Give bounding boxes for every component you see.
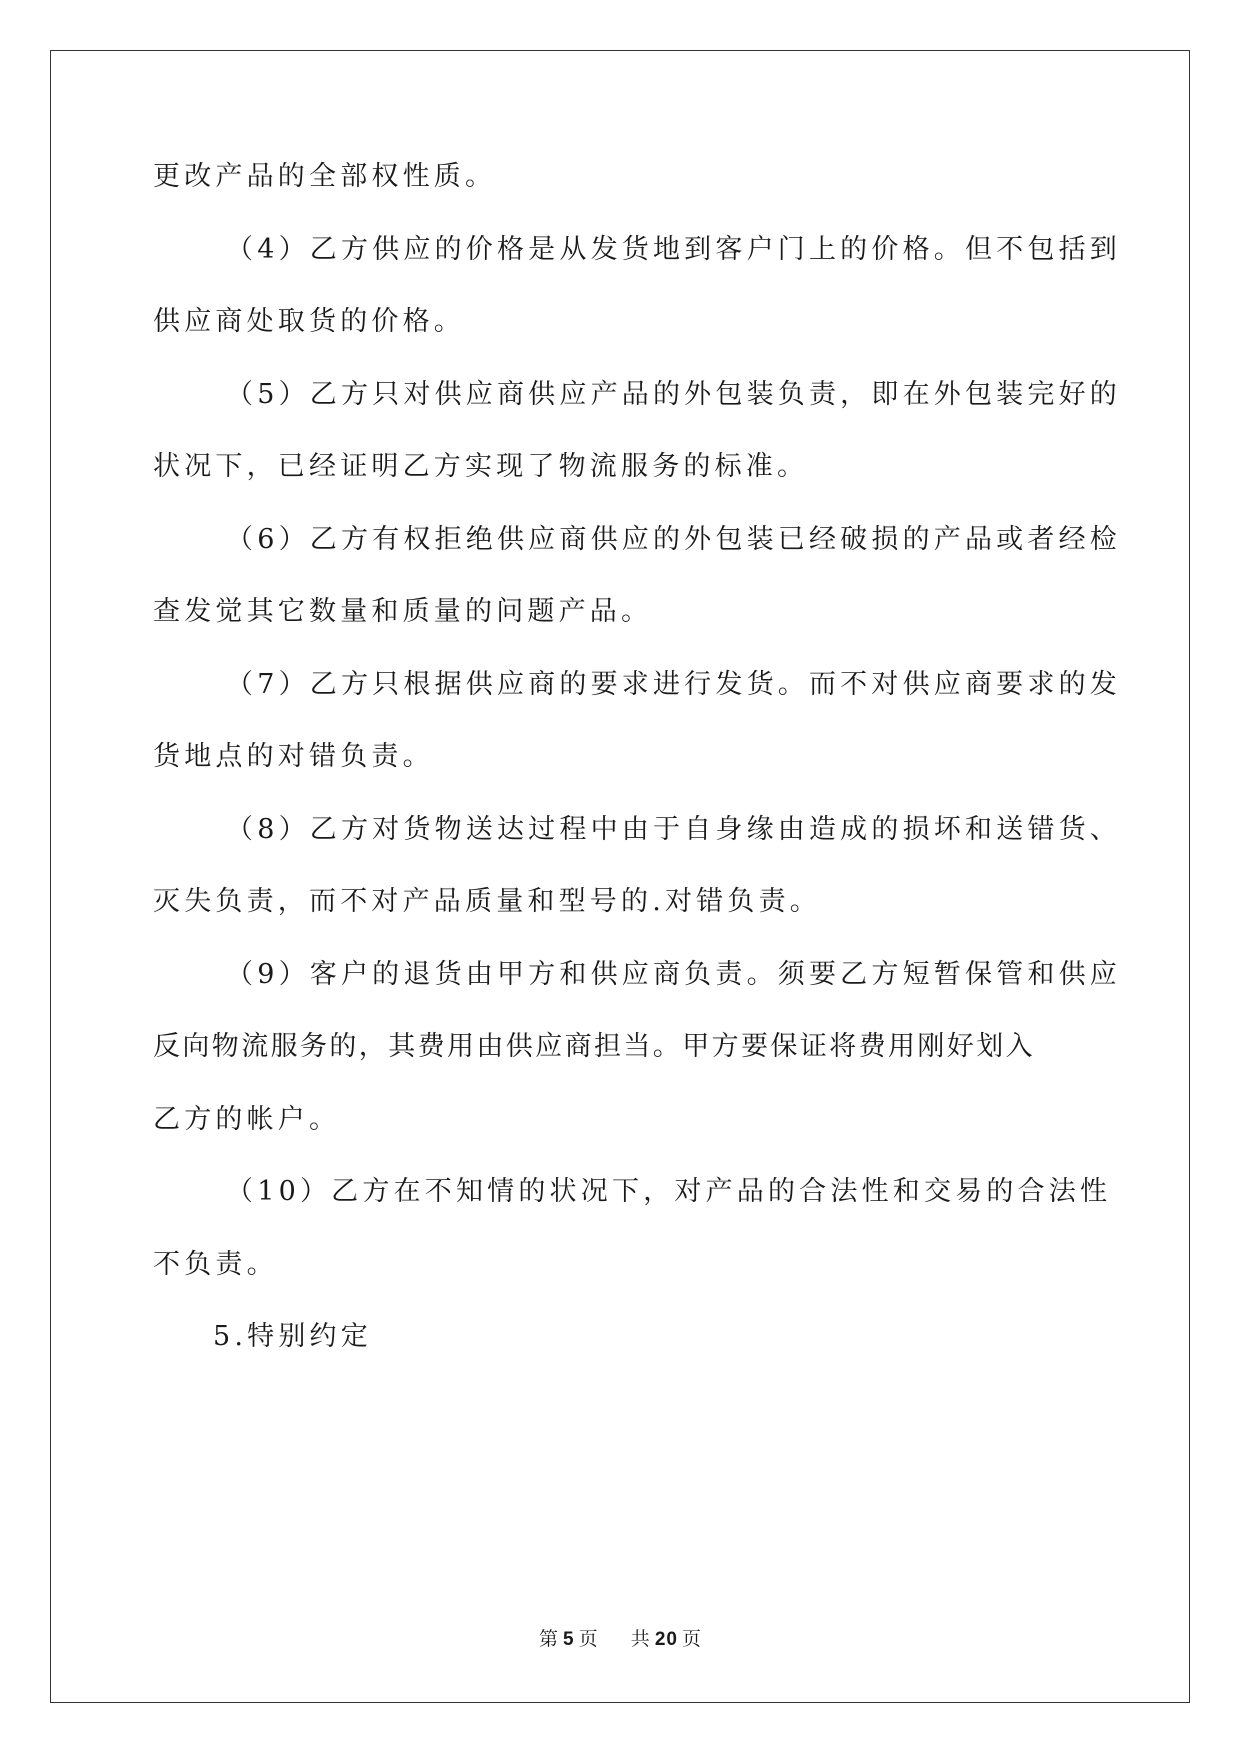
footer-total-suffix: 页 (681, 1628, 702, 1650)
text-line: 反向物流服务的，其费用由供应商担当。甲方要保证将费用刚好划入 (153, 1031, 1035, 1062)
text-line: 更改产品的全部权性质。 (153, 161, 497, 192)
page-footer (0, 1624, 1241, 1651)
footer-prefix: 第 (539, 1628, 560, 1650)
text-line: 状况下，已经证明乙方实现了物流服务的标准。 (153, 451, 809, 482)
text-line: 供应商处取货的价格。 (153, 306, 465, 337)
text-line: （4）乙方供应的价格是从发货地到客户门上的价格。但不包括到 (226, 234, 1121, 265)
page-border (50, 50, 1190, 1703)
text-line: （10）乙方在不知情的状况下，对产品的合法性和交易的合法性 (226, 1176, 1112, 1207)
text-line: （8）乙方对货物送达过程中由于自身缘由造成的损坏和送错货、 (226, 814, 1121, 845)
text-line: （5）乙方只对供应商供应产品的外包装负责，即在外包装完好的 (226, 379, 1121, 410)
footer-total-pages: 20 (654, 1629, 678, 1650)
text-line: 货地点的对错负责。 (153, 741, 434, 772)
footer-page-number: 5 (563, 1629, 575, 1650)
text-line: （7）乙方只根据供应商的要求进行发货。而不对供应商要求的发 (226, 669, 1121, 700)
text-line: 乙方的帐户。 (153, 1104, 341, 1135)
text-line: 灭失负责，而不对产品质量和型号的.对错负责。 (153, 886, 821, 917)
section-heading: 5.特别约定 (213, 1321, 372, 1352)
text-line: （9）客户的退货由甲方和供应商负责。须要乙方短暂保管和供应 (226, 959, 1121, 990)
text-line: 查发觉其它数量和质量的问题产品。 (153, 596, 653, 627)
text-line: 不负责。 (153, 1249, 278, 1280)
text-line: （6）乙方有权拒绝供应商供应的外包装已经破损的产品或者经检 (226, 524, 1121, 555)
footer-page-suffix: 页 (578, 1628, 599, 1650)
footer-total-prefix: 共 (630, 1628, 651, 1650)
